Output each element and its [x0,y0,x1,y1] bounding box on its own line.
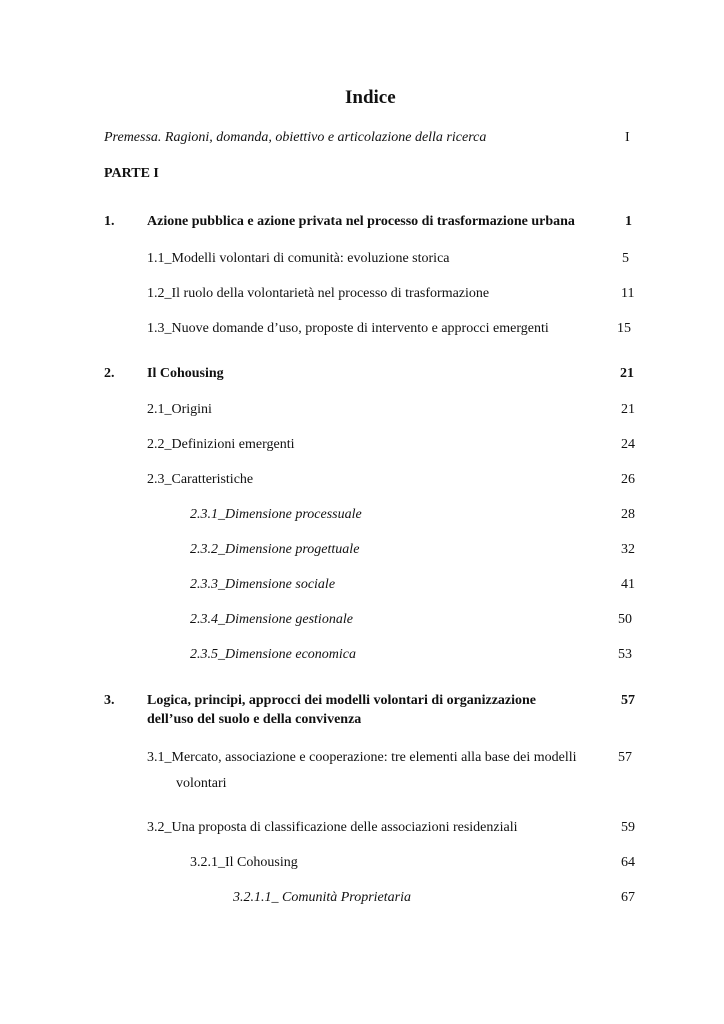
toc-entry-section: 2.3_Caratteristiche [147,472,254,487]
chapter-title: Azione pubblica e azione privata nel processo di trasformazione urbana [147,214,575,229]
toc-entry-section-line1: 3.1_Mercato, associazione e cooperazione: tre elementi alla base dei modelli [147,750,577,765]
chapter-title-line1: Logica, principi, approcci dei modelli volontari di organizzazione [147,693,537,708]
toc-entry-subsection: 3.2.1_Il Cohousing [190,855,298,870]
toc-page-number: 15 [617,321,631,336]
toc-entry-subsection: 2.3.5_Dimensione economica [190,647,357,662]
toc-entry-premessa: Premessa. Ragioni, domanda, obiettivo e articolazione della ricerca [104,130,487,145]
toc-entry-subsection: 2.3.1_Dimensione processuale [190,507,362,522]
toc-page-number: 50 [618,612,632,627]
toc-entry-section: 1.3_Nuove domande d’uso, proposte di intervento e approcci emergenti [147,321,549,336]
chapter-title-line2: dell’uso del suolo e della convivenza [147,712,362,727]
toc-page-number: 21 [620,366,634,381]
toc-entry-section: 1.2_Il ruolo della volontarietà nel processo di trasformazione [147,286,490,301]
page-title: Indice [345,87,396,108]
chapter-number: 1. [104,214,115,229]
chapter-number: 3. [104,693,115,708]
chapter-number: 2. [104,366,115,381]
toc-page-number: 64 [621,855,635,870]
toc-page-number: 41 [621,577,635,592]
toc-page-number: 5 [622,251,629,266]
toc-page-number: 53 [618,647,632,662]
toc-page-number: 59 [621,820,635,835]
toc-page-number: 24 [621,437,635,452]
toc-entry-section: 3.2_Una proposta di classificazione delle associazioni residenziali [147,820,518,835]
toc-page-number: I [625,130,630,145]
toc-page-number: 57 [618,750,632,765]
toc-entry-subsection: 2.3.4_Dimensione gestionale [190,612,353,627]
toc-entry-subsection: 2.3.2_Dimensione progettuale [190,542,360,557]
toc-page-number: 26 [621,472,635,487]
toc-page-number: 28 [621,507,635,522]
toc-page-number: 11 [621,286,635,301]
toc-entry-section: 1.1_Modelli volontari di comunità: evoluzione storica [147,251,450,266]
toc-entry-section-line2: volontari [176,776,227,791]
toc-entry-subsection: 2.3.3_Dimensione sociale [190,577,336,592]
chapter-title: Il Cohousing [147,366,224,381]
toc-page-number: 1 [625,214,632,229]
part-heading: PARTE I [104,166,159,181]
toc-page-number: 21 [621,402,635,417]
toc-page-number: 32 [621,542,635,557]
toc-page-number: 67 [621,890,635,905]
toc-entry-section: 2.1_Origini [147,402,212,417]
toc-entry-subsubsection: 3.2.1.1_ Comunità Proprietaria [233,890,411,905]
toc-page-number: 57 [621,693,635,708]
toc-entry-section: 2.2_Definizioni emergenti [147,437,295,452]
